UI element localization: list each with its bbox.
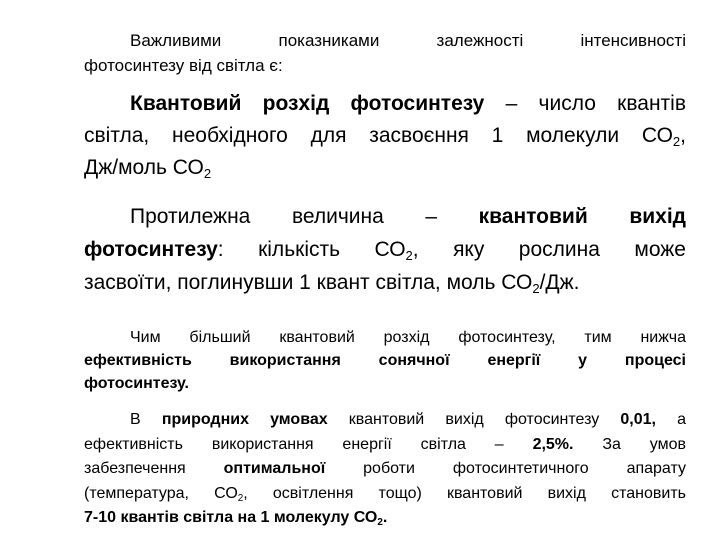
intro-line-1: Важливими показниками залежності інтенсивності [130,31,686,50]
cond-line-5 [84,506,686,531]
eff-line-1: Чим більший квантовий розхід фотосинтезу, тим нижча [130,329,686,346]
qy-subscript: 2 [405,247,413,263]
qc-line-2-end: , [680,124,686,147]
qc-line-3-text: Дж/моль СО [84,156,204,179]
eff-line-2-text: ефективність використання сонячної енергії у процесі [84,352,686,369]
efficiency-paragraph [84,326,686,395]
qc-subscript: 2 [672,133,681,149]
eff-line-3 [84,372,686,395]
intro-paragraph [84,28,686,78]
qc-line-3 [84,152,686,184]
qc-line-1 [84,88,686,120]
cond-line-1-d: а [655,411,687,428]
qy-line-3-text: засвоїти, поглинувши 1 квант світла, моль СО [84,271,533,294]
eff-line-3-text: фотосинтезу. [84,375,189,392]
quantum-consumption-paragraph [84,88,686,184]
qy-line-2-text: : кількість СО [217,238,406,261]
cond-line-3-c: роботи фотосинтетичного апарату [325,460,686,477]
qc-line-1-rest: – число квантів [484,92,686,115]
cond-value-efficiency: 2,5%. [532,435,574,453]
eff-line-2 [84,349,686,372]
cond-line-5-b: . [382,509,388,526]
cond-line-5-text [84,509,387,526]
cond-line-5-subscript: 2 [377,516,383,528]
cond-line-1-a: В [130,411,162,428]
cond-subscript: 2 [237,492,244,504]
qy-line-3-subscript: 2 [532,280,540,296]
qy-line-1-text: Протилежна величина – [130,205,479,228]
cond-line-2-a: ефективність використання енергії світла – [84,435,533,453]
cond-natural-conditions: природних умовах [161,411,328,428]
cond-optimal: оптимальної [223,460,326,477]
cond-line-4-a: (температура, СО [84,484,238,502]
qy-line-3-end: /Дж. [539,271,580,294]
cond-line-1-c: квантовий вихід фотосинтезу [327,411,621,428]
cond-line-4-b: , освітлення тощо) квантовий вихід становить [243,484,686,502]
cond-line-3-a: забезпечення [84,460,224,477]
qc-term: Квантовий розхід фотосинтезу [130,92,485,115]
conditions-paragraph [84,408,686,531]
intro-line-2: фотосинтезу від світла є: [84,56,283,75]
cond-line-4 [84,482,686,507]
qy-line-2 [84,233,686,266]
qy-line-3 [84,266,686,299]
qy-term-2: фотосинтезу [84,238,218,261]
qy-line-1 [84,200,686,233]
quantum-yield-paragraph [84,200,686,299]
cond-line-5-a: 7-10 квантів світла на 1 молекулу СО [84,509,378,526]
qc-line-2 [84,120,686,152]
cond-line-2-b: За умов [573,435,686,453]
cond-line-3 [84,457,686,482]
cond-line-2 [84,433,686,458]
cond-line-1 [84,408,686,433]
cond-value-yield: 0,01, [620,411,656,428]
qy-line-2-end: , яку рослина може [412,238,686,261]
qc-line-2-text: світла, необхідного для засвоєння 1 молекули СО [84,124,673,147]
qc-line-3-subscript: 2 [203,165,212,181]
qy-term-1: квантовий вихід [478,205,686,228]
